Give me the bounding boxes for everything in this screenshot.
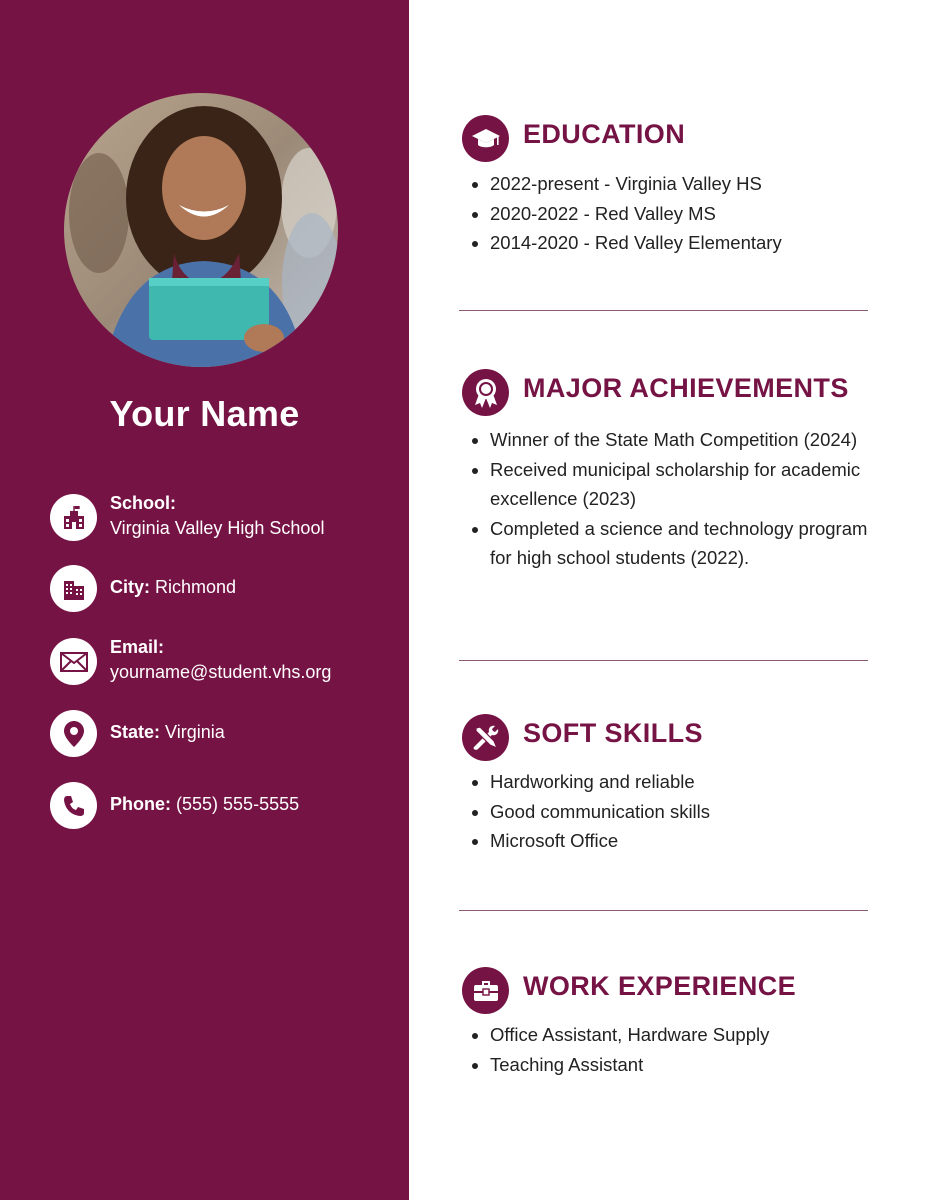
graduation-cap-icon xyxy=(462,115,509,162)
list-item: • Winner of the State Math Competition (2024) xyxy=(490,425,885,455)
email-value: yourname@student.vhs.org xyxy=(110,662,332,682)
achievements-list xyxy=(469,425,885,573)
state-value: Virginia xyxy=(165,722,225,742)
sidebar xyxy=(0,0,409,1200)
list-item: • Good communication skills xyxy=(490,797,880,827)
soft-skills-list xyxy=(469,767,880,856)
list-item: • 2014-2020 - Red Valley Elementary xyxy=(490,228,880,258)
list-item: • 2022-present - Virginia Valley HS xyxy=(490,169,880,199)
profile-photo xyxy=(64,93,338,367)
state-label: State: xyxy=(110,722,161,742)
email-label: Email: xyxy=(110,637,165,657)
list-item: • Received municipal scholarship for academic excellence (2023) xyxy=(490,455,885,514)
list-item: • Microsoft Office xyxy=(490,826,880,856)
city-buildings-icon xyxy=(50,565,97,612)
school-building-icon xyxy=(50,494,97,541)
divider xyxy=(459,660,868,661)
profile-name: Your Name xyxy=(109,393,300,434)
list-item: • Completed a science and technology program for high school students (2022). xyxy=(490,514,885,573)
education-list xyxy=(469,169,880,258)
education-title: EDUCATION xyxy=(523,119,686,149)
school-value: Virginia Valley High School xyxy=(110,518,325,538)
award-ribbon-icon xyxy=(462,369,509,416)
phone-value: (555) 555-5555 xyxy=(176,794,300,814)
list-item: • Office Assistant, Hardware Supply xyxy=(490,1020,880,1050)
achievements-title: MAJOR ACHIEVEMENTS xyxy=(523,373,849,403)
soft-skills-title: SOFT SKILLS xyxy=(523,718,703,748)
toolbox-icon xyxy=(462,967,509,1014)
phone-icon xyxy=(50,782,97,829)
list-item: • Hardworking and reliable xyxy=(490,767,880,797)
work-title: WORK EXPERIENCE xyxy=(523,971,797,1001)
envelope-icon xyxy=(50,638,97,685)
city-value: Richmond xyxy=(155,577,237,597)
list-item: • Teaching Assistant xyxy=(490,1050,880,1080)
list-item: • 2020-2022 - Red Valley MS xyxy=(490,199,880,229)
work-list xyxy=(469,1020,880,1079)
location-pin-icon xyxy=(50,710,97,757)
divider xyxy=(459,910,868,911)
school-label: School: xyxy=(110,493,176,513)
tools-icon xyxy=(462,714,509,761)
city-label: City: xyxy=(110,577,150,597)
divider xyxy=(459,310,868,311)
phone-label: Phone: xyxy=(110,794,171,814)
